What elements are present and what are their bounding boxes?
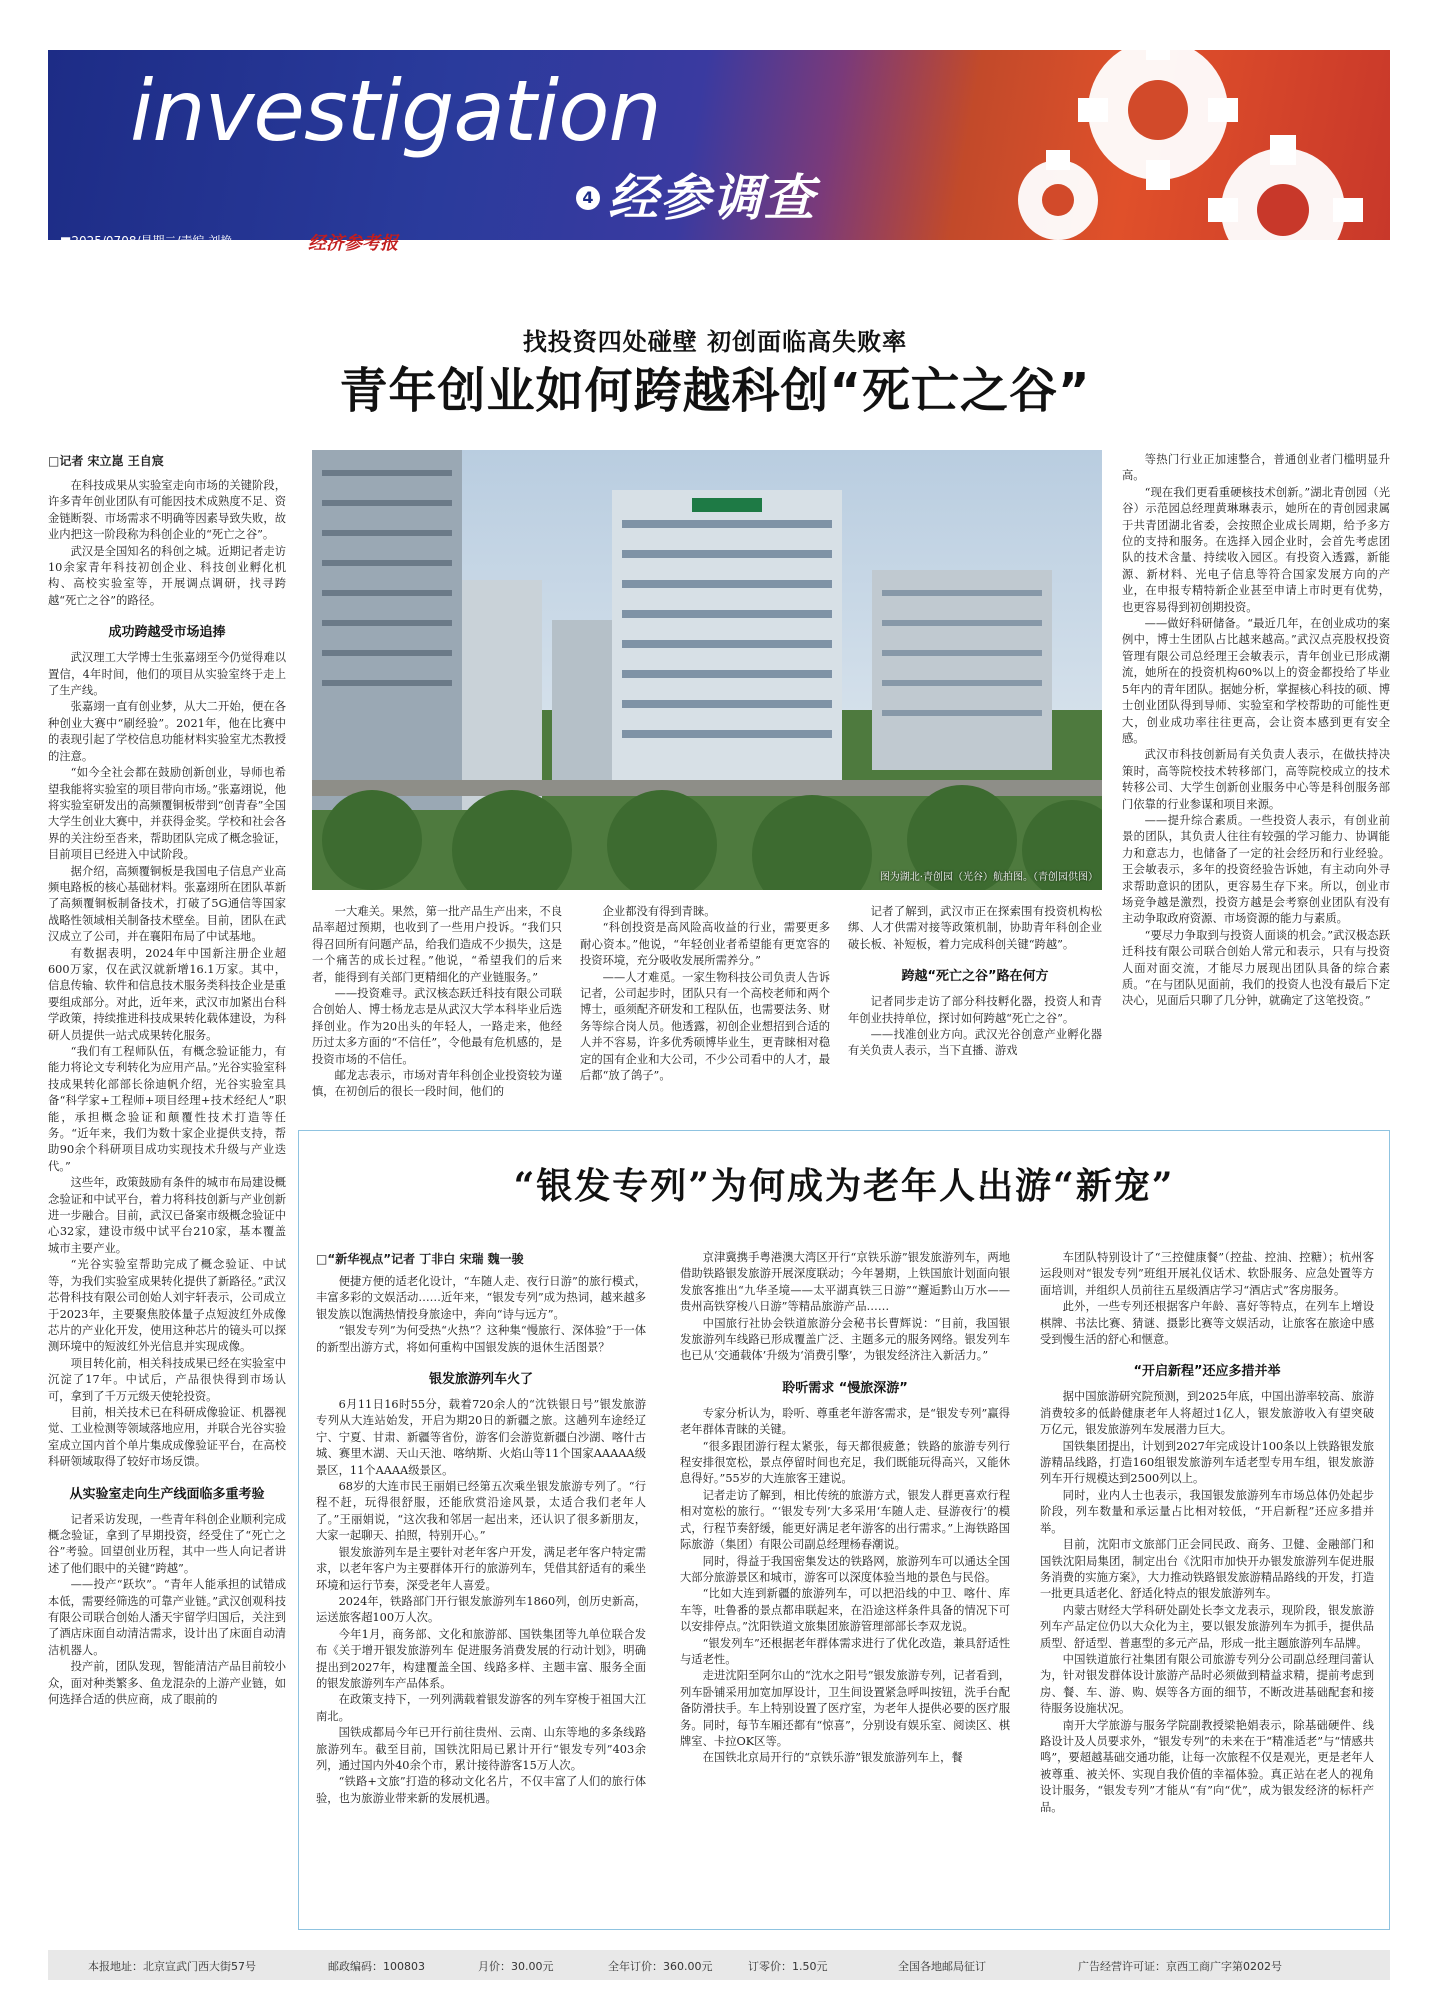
story2-byline: □“新华视点”记者 丁非白 宋瑞 魏一骏	[316, 1252, 524, 1266]
paragraph: 记者走访了解到，相比传统的旅游方式，银发人群更喜欢行程相对宽松的旅行。“‘银发专列’大多采用‘车随人走、昼游夜行’的模式，行程节奏舒缓，能更好满足老年游客的出行需求。”上海铁路国际旅游（集团）有限公司副总经理杨春潮说。	[680, 1488, 1010, 1552]
story1-column-2	[312, 904, 562, 1124]
paragraph: 有数据表明，2024年中国新注册企业超600万家，仅在武汉就新增16.1万家。其中，信息传输、软件和信息技术服务类科技企业是重要组成部分。对此，近年来，武汉市加紧出台科学政策，持续推进科技成果转化载体建设，为科研人员提供一站式成果转化服务。	[48, 946, 286, 1042]
paragraph: 这些年，政策鼓励有条件的城市布局建设概念验证和中试平台，着力将科技创新与产业创新进一步融合。目前，武汉已备案市级概念验证中心32家，建设市级中试平台210家，基本覆盖城市主要产业。	[48, 1176, 286, 1255]
paragraph: “银发专列”为何受热“火热”？这种集“慢旅行、深体验”于一体的新型出游方式，将如何重构中国银发族的退休生活图景？	[316, 1324, 646, 1354]
story2-column-2	[680, 1250, 1010, 1922]
story2-subhead-1: 银发旅游列车火了	[428, 1372, 533, 1388]
section-title-en: investigation	[130, 62, 661, 160]
footer-license: 广告经营许可证：京西工商广字第0202号	[1078, 1960, 1282, 1973]
story2-subhead-3: “开启新程”还应多措并举	[1133, 1364, 1281, 1380]
paragraph: “现在我们更看重硬核技术创新。”湖北青创园（光谷）示范园总经理黄琳琳表示，她所在的青创园隶属于共青团湖北省委，会按照企业成长周期，给予多方位的支持和服务。在选择入园企业时，会首先考虑团队的技术含量、持续收入园区。有投资入透露，新能源、新材料、光电子信息等符合国家发展方向的产业，在申报专精特新企业甚至申请上市时更有优势，也更容易得到初创期投资。	[1122, 485, 1390, 614]
paragraph: “铁路+文旅”打造的移动文化名片，不仅丰富了人们的旅行体验，也为旅游业带来新的发展机遇。	[316, 1775, 646, 1805]
footer-subscribe: 全国各地邮局征订	[898, 1960, 986, 1973]
page-number: 4	[576, 186, 600, 210]
paragraph: 专家分析认为，聆听、尊重老年游客需求，是“银发专列”赢得老年群体青睐的关键。	[680, 1406, 1010, 1437]
paragraph: 68岁的大连市民王丽娟已经第五次乘坐银发旅游专列了。“行程不赶，玩得很舒服，还能欣赏沿途风景，太适合我们老年人了。”王丽娟说，“这次我和邻居一起出来，还认识了很多新朋友，大家一起聊天、拍照，特别开心。”	[316, 1480, 646, 1543]
story1-column-4	[848, 904, 1102, 1124]
story1-subhead-1: 成功跨越受市场追捧	[108, 625, 226, 641]
paragraph: 中国旅行社协会铁道旅游分会秘书长曹辉说：“目前，我国银发旅游列车线路已形成覆盖广泛、主题多元的服务网络。银发列车也已从‘交通载体’升级为‘消费引擎’，为银发经济注入新活力。”	[680, 1316, 1010, 1363]
paragraph: “如今全社会都在鼓励创新创业，导师也希望我能将实验室的项目带向市场。”张嘉翊说，他将实验室研发出的高频覆铜板带到“创青春”全国大学生创业大赛中，并获得金奖。学校和社会各界的关注纷至沓来，帮助团队完成了概念验证，目前项目已经进入中试阶段。	[48, 766, 286, 862]
paragraph: 武汉市科技创新局有关负责人表示，在做扶持决策时，高等院校技术转移部门，高等院校成立的技术转移公司、大学生创新创业服务中心等是科创服务部门依靠的行业参谋和项目来源。	[1122, 748, 1390, 811]
paragraph: 银发旅游列车是主要针对老年客户开发，满足老年客户特定需求，以老年客户为主要群体开行的旅游列车，凭借其舒适有的乘坐环境和运行节奏，深受老年人喜爱。	[316, 1545, 646, 1592]
story1-column-5	[1122, 452, 1390, 1124]
story2-column-3	[1040, 1250, 1374, 1922]
paragraph: 张嘉翊一直有创业梦，从大二开始，便在各种创业大赛中“刷经验”。2021年，他在比赛中的表现引起了学校信息功能材料实验室尤杰教授的注意。	[48, 700, 286, 763]
paragraph: ——做好科研储备。“最近几年，在创业成功的案例中，博士生团队占比越来越高。”武汉点亮股权投资管理有限公司总经理王会敏表示，青年创业已形成潮流，她所在的投资机构60%以上的资金都投给了毕业5年内的青年团队。据她分析，掌握核心科技的硕、博士创业团队得到导师、实验室和学校帮助的可能性更大，创业成功率往往更高，会让资本感到更有安全感。	[1122, 617, 1390, 745]
section-title-cn: 经参调查	[608, 169, 816, 227]
date-line: ■2025/0708/星期二/责编 刘艳	[60, 234, 233, 248]
paragraph: “银发列车”还根据老年群体需求进行了优化改造，兼具舒适性与适老性。	[680, 1636, 1010, 1666]
paragraph: 在政策支持下，一列列满载着银发游客的列车穿梭于祖国大江南北。	[316, 1693, 646, 1723]
paragraph: “要尽力争取到与投资人面谈的机会。”武汉极态跃迁科技有限公司联合创始人常元和表示，只有与投资人面对面交流，才能尽力展现出团队具备的综合素质。“在与团队见面前，我们的投资人也没有最后下定决心，见面后只聊了几分钟，就确定了这笔投资。”	[1122, 928, 1390, 1008]
paragraph: 今年1月，商务部、文化和旅游部、国铁集团等九单位联合发布《关于增开银发旅游列车 促进服务消费发展的行动计划》，明确提出到2027年，构建覆盖全国、线路多样、主题丰富、服务全面的银发旅游列车产品体系。	[316, 1627, 646, 1690]
story2-column-1	[316, 1274, 646, 1922]
office-building-photo	[312, 450, 1102, 890]
paragraph: 目前，相关技术已在科研成像验证、机器视觉、工业检测等领域落地应用，并联合光谷实验室成立国内首个单片集成成像验证平台，在高校科研领域取得了较好市场反馈。	[48, 1405, 286, 1469]
footer-yearly: 全年订价：360.00元	[608, 1960, 713, 1973]
story1-subtitle: 找投资四处碰壁 初创面临高失败率	[522, 327, 908, 356]
paragraph: “我们有工程师队伍，有概念验证能力，有能力将论文专利转化为应用产品。”光谷实验室科技成果转化部部长徐迪帆介绍，光谷实验室具备“科学家+工程师+项目经理+技术经纪人”职能，承担概念验证和颠覆性技术打造等任务。“近年来，我们为数十家企业提供支持，帮助90余个科研项目成功实现技术升级与产业迭代。”	[48, 1045, 286, 1173]
story1-subhead-3: 跨越“死亡之谷”路在何方	[901, 969, 1049, 985]
paragraph: 投产前，团队发现，智能清洁产品目前较小众，面对种类繁多、鱼龙混杂的上游产业链，如何选择合适的供应商，成了眼前的	[48, 1660, 286, 1707]
footer-postcode: 邮政编码：100803	[328, 1960, 425, 1973]
story1-column-1	[48, 478, 286, 1928]
paragraph: ——提升综合素质。一些投资人表示，有创业前景的团队，其负责人往往有较强的学习能力、协调能力和意志力，也储备了一定的社会经历和行业经验。王会敏表示，多年的投资经验告诉她，有主动向外寻求帮助意识的团队，更容易生存下来。所以，创业市场竞争越是激烈，投资方越是会考察创业团队有没有主动争取政府资源、市场资源的能力与素质。	[1122, 813, 1390, 926]
paragraph: 记者了解到，武汉市正在探索围有投资机构松绑、人才供需对接等政策机制，协助青年科创企业破长板、补短板，着力完成科创关键“跨越”。	[848, 905, 1102, 951]
paragraph: 记者同步走访了部分科技孵化器，投资人和青年创业扶持单位，探讨如何跨越“死亡之谷”。	[848, 995, 1102, 1025]
story1-subhead-2: 从实验室走向生产线面临多重考验	[69, 1486, 265, 1502]
photo-credit: 图为湖北·青创园（光谷）航拍图。（青创园供图）	[879, 872, 1098, 883]
story1-photo	[312, 450, 1102, 890]
paragraph: 国铁集团提出，计划到2027年完成设计100条以上铁路银发旅游精品线路，打造160组银发旅游列车适老型专用车组，银发旅游列车开行规模达到2500列以上。	[1040, 1439, 1374, 1486]
paragraph: 内蒙古财经大学科研处副处长李文龙表示，现阶段，银发旅游列车产品定位仍以大众化为主，要以银发旅游列车为抓手，提供品质型、舒适型、普惠型的多元产品，形成一批主题旅游列车品牌。	[1040, 1603, 1374, 1650]
paragraph: “很多跟团游行程太紧张，每天都很疲惫；铁路的旅游专列行程安排很宽松，景点停留时间也充足，我们既能玩得高兴，又能休息得好。”55岁的大连旅客王建说。	[680, 1439, 1010, 1486]
paragraph: 同时，得益于我国密集发达的铁路网，旅游列车可以通达全国大部分旅游景区和城市，游客可以深度体验当地的景色与民俗。	[680, 1554, 1010, 1584]
paragraph: 据介绍，高频覆铜板是我国电子信息产业高频电路板的核心基础材料。张嘉翊所在团队革新了高频覆铜板制备技术，打破了5G通信等国家战略性领域相关制备技术壁垒。目前，团队在武汉成立了公司，并在襄阳布局了中试基地。	[48, 864, 286, 944]
paragraph: 项目转化前，相关科技成果已经在实验室中沉淀了17年。中试后，产品很快得到市场认可，拿到了千万元级天使轮投资。	[48, 1356, 286, 1403]
story1-title: 青年创业如何跨越科创“死亡之谷”	[339, 363, 1091, 419]
story1-column-3	[580, 904, 830, 1124]
paragraph: 等热门行业正加速整合，普通创业者门槛明显升高。	[1122, 453, 1390, 483]
paragraph: 走进沈阳至阿尔山的“沈水之阳号”银发旅游专列，记者看到，列车卧铺采用加宽加厚设计，卫生间设置紧急呼叫按钮，洗手台配备防滑扶手。车上特别设置了医疗室，为老年人提供必要的医疗服务。同时，每节车厢还都有“惊喜”，分别设有娱乐室、阅读区、棋牌室、卡拉OK区等。	[680, 1669, 1010, 1748]
paragraph: 2024年，铁路部门开行银发旅游列车1860列，创历史新高，运送旅客超100万人次。	[316, 1594, 646, 1625]
paragraph: 邮龙志表示，市场对青年科创企业投资较为谨慎，在初创后的很长一段时间，他们的	[312, 1069, 562, 1099]
footer-monthly: 月价：30.00元	[478, 1960, 554, 1973]
paragraph: ——人才难觅。一家生物科技公司负责人告诉记者，公司起步时，团队只有一个高校老师和两个博士，亟须配齐研发和工程队伍，也需要法务、财务等综合岗人员。他透露，初创企业想招到合适的人并不容易，许多优秀硕博毕业生，更青睐相对稳定的国有企业和大公司，不少公司看中的人才，最后都“放了鸽子”。	[580, 970, 830, 1083]
paragraph: “光谷实验室帮助完成了概念验证、中试等，为我们实验室成果转化提供了新路径。”武汉芯骨科技有限公司创始人刘宇轩表示，公司成立于2023年，主要聚焦胶体量子点短波红外成像芯片的产业化开发，使用这种芯片的镜头可以探测环境中的短波红外光信息并实现成像。	[48, 1258, 286, 1354]
paragraph: 记者采访发现，一些青年科创企业顺利完成概念验证，拿到了早期投资，经受住了“死亡之谷”考验。回望创业历程，其中一些人向记者讲述了他们眼中的关键“跨越”。	[48, 1512, 286, 1575]
footer-retail: 订零价：1.50元	[748, 1960, 828, 1973]
paragraph: 中国铁道旅行社集团有限公司旅游专列分公司副总经理闫蕾认为，针对银发群体设计旅游产品时必须做到精益求精，提前考虑到房、餐、车、游、购、娱等各方面的细节，不断改进基础配套和接待服务设施状况。	[1040, 1652, 1374, 1716]
paragraph: ——找准创业方向。武汉光谷创意产业孵化器有关负责人表示，当下直播、游戏	[848, 1028, 1102, 1058]
paragraph: 同时，业内人士也表示，我国银发旅游列车市场总体仍处起步阶段，列车数量和承运量占比相对较低，“开启新程”还应多措并举。	[1040, 1488, 1374, 1535]
paragraph: 武汉理工大学博士生张嘉翊至今仍觉得难以置信，4年时间，他们的项目从实验室终于走上了生产线。	[48, 651, 286, 698]
paragraph: “科创投资是高风险高收益的行业，需要更多耐心资本。”他说，“年轻创业者希望能有更宽容的投资环境，充分吸收发展所需养分。”	[580, 921, 830, 968]
story2-title: “银发专列”为何成为老年人出游“新宠”	[513, 1165, 1175, 1207]
paragraph: 便捷方便的适老化设计，“车随人走、夜行日游”的旅行模式，丰富多彩的文娱活动……近年来，“银发专列”成为热词，越来越多银发族以饱满热情投身旅途中，奔向“诗与远方”。	[316, 1275, 646, 1321]
story2-subhead-2: 聆听需求 “慢旅深游”	[782, 1380, 908, 1396]
paragraph: 车团队特别设计了“三控健康餐”（控盐、控油、控糖）；杭州客运段则对“银发专列”班组开展礼仪话术、软卧服务、应急处置等方面培训，并组织人员前往五星级酒店学习“酒店式”客房服务。	[1040, 1251, 1374, 1297]
paragraph: 在国铁北京局开行的“京铁乐游”银发旅游列车上，餐	[702, 1751, 963, 1765]
paragraph: ——投产“跃坎”。“青年人能承担的试错成本低，需要经筛选的可靠产业链。”武汉创观科技有限公司联合创始人潘天宇留学归国后，关注到了酒店床面自动清洁需求，设计出了床面自动清洁机器人。	[48, 1578, 286, 1657]
paragraph: 目前，沈阳市文旅部门正会同民政、商务、卫健、金融部门和国铁沈阳局集团，制定出台《沈阳市加快开办银发旅游列车促进服务消费的实施方案》，大力推动铁路银发旅游精品路线的开发，打造一批更具适老化、舒适化特点的银发旅游列车。	[1040, 1538, 1374, 1601]
paragraph: 京津冀携手粤港澳大湾区开行“京铁乐游”银发旅游列车，两地借助铁路银发旅游开展深度联动；今年暑期，上铁国旅计划面向银发旅客推出“九华圣境——太平湖真铁三日游”“邂逅黔山万水——贵州高铁穿梭八日游”等精品旅游产品……	[680, 1251, 1010, 1314]
paragraph: 国铁成都局今年已开行前往贵州、云南、山东等地的多条线路旅游列车。截至目前，国铁沈阳局已累计开行“银发专列”403余列，通过国内外40余个市，累计接待游客15万人次。	[316, 1726, 646, 1772]
footer-address: 本报地址：北京宣武门西大街57号	[88, 1960, 256, 1973]
paragraph: “比如大连到新疆的旅游列车，可以把沿线的中卫、喀什、库车等，吐鲁番的景点都串联起来，在沿途这样条件具备的情况下可以安排停点。”沈阳铁道文旅集团旅游管理部部长李双龙说。	[680, 1587, 1010, 1634]
paragraph: 在科技成果从实验室走向市场的关键阶段，许多青年创业团队有可能因技术成熟度不足、资金链断裂、市场需求不明确等因素导致失败，故业内把这一阶段称为科创企业的“死亡之谷”。	[48, 479, 286, 542]
footer-bar	[48, 1950, 1390, 1980]
paragraph: 武汉是全国知名的科创之城。近期记者走访10余家青年科技初创企业、科技创业孵化机构、高校实验室等，开展调点调研，找寻跨越“死亡之谷”的路径。	[48, 544, 286, 607]
paragraph: 一大难关。果然，第一批产品生产出来，不良品率超过预期，也收到了一些用户投诉。“我们只得召回所有问题产品，给我们造成不少损失，这是一个痛苦的成长过程。”他说，“希望我们的后来者，能得到有关部门更精细化的产业链服务。”	[312, 905, 562, 984]
newspaper-logo: 经济参考报	[308, 233, 398, 254]
paragraph: 此外，一些专列还根据客户年龄、喜好等特点，在列车上增设棋牌、书法比赛、猜谜、摄影比赛等文娱活动，让旅客在旅途中感受到慢生活的舒心和惬意。	[1040, 1300, 1374, 1347]
story1-byline: □记者 宋立崑 王自宸	[48, 454, 164, 468]
paragraph: 南开大学旅游与服务学院副教授梁艳娟表示，除基础硬件、线路设计及人员要求外，“银发专列”的未来在于“精准适老”与“情感共鸣”，要超越基础交通功能，让每一次旅程不仅是观光，更是老年人被尊重、被关怀、实现自我价值的幸福体验。真正站在老人的视角设计服务，“银发专列”才能从“有”向“优”，成为银发经济的标杆产品。	[1040, 1718, 1374, 1814]
paragraph: 6月11日16时55分，载着720余人的“沈铁银日号”银发旅游专列从大连站始发，开启为期20日的新疆之旅。这趟列车途经辽宁、宁夏、甘肃、新疆等省份，游客们会游览新疆白沙湖、喀什古城、赛里木湖、天山天池、喀纳斯、火焰山等11个国家AAAAA级景区，11个AAAA级景区。	[316, 1398, 646, 1477]
paragraph: 企业都没有得到青睐。	[602, 905, 716, 918]
paragraph: 据中国旅游研究院预测，到2025年底，中国出游率较高、旅游消费较多的低龄健康老年人将超过1亿人，银发旅游收入有望突破万亿元，银发旅游列车发展潜力巨大。	[1040, 1390, 1374, 1437]
paragraph: ——投资难寻。武汉核态跃迁科技有限公司联合创始人、博士杨龙志是从武汉大学本科毕业后选择创业。作为20出头的年轻人，一路走来，他经历过太多方面的“不信任”，令他最有危机感的，是投资市场的不信任。	[312, 987, 562, 1066]
